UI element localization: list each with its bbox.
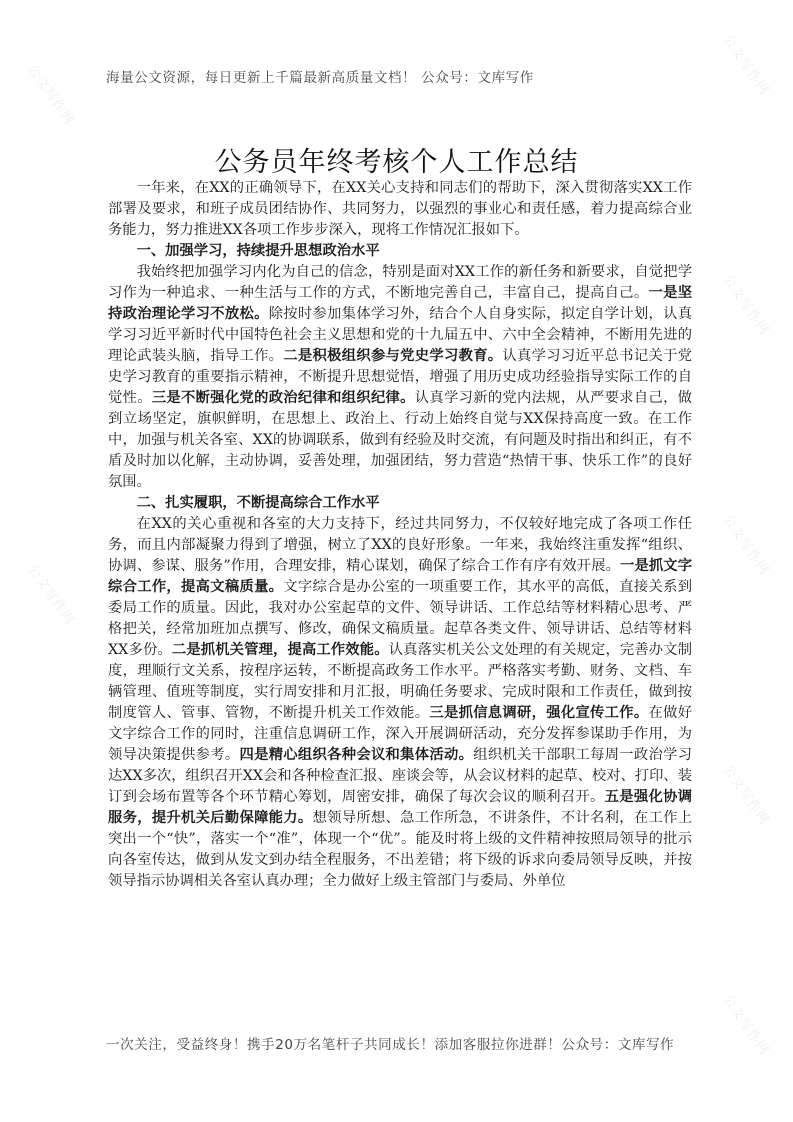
watermark-text: 公文写作网 [719,992,772,1059]
body-text-run: 认真学习新的党内法规，从严要求自己，做到立场坚定，旗帜鲜明，在思想上、政治上、行动上始终自觉与XX保持高度一致。在工作中，加强与机关各室、XX的协调联系，做到有经验及时交流，有问题及时指出和纠正，有不盾及时加以化解，主动协调，妥善处理，加强团结，努力营造“热情干事、快乐工作”的良好氛围。 [108,390,693,490]
bold-lead: 三是抓信息调研，强化宣传工作。 [429,705,649,721]
watermark-text: 公文写作网 [719,32,772,99]
section-paragraph [108,262,692,493]
header-note: 海量公文资源，每日更新上千篇最新高质量文档！ 公众号：文库写作 [106,70,534,86]
bold-lead: 五是强化协调服务，提升机关后勤保障能力。 [108,789,693,826]
body-text-run: 除按时参加集体学习外，结合个人自身实际，拟定自学计划，认真学习习近平新时代中国特色社会主义思想和党的十九届五中、六中全会精神，不断用先进的理论武装头脑，指导工作。 [108,306,692,364]
bold-lead: 二是抓机关管理，提高工作效能。 [171,642,389,658]
bold-lead: 一是抓文字综合工作，提高文稿质量。 [108,558,692,595]
body-text-run: 组织机关干部职工每周一政治学习达XX多次，组织召开XX会和各种检查汇报、座谈会等，从会议材料的起草、校对、打印、装订到会场布置等各个环节精心筹划，周密安排，确保了每次会议的顺利召开。 [108,747,693,805]
bold-lead: 三是不断强化党的政治纪律和组织纪律。 [151,390,415,406]
bold-lead: 一是坚持政治理论学习不放松。 [108,285,692,322]
body-text-run: 我始终把加强学习内化为自己的信念，特别是面对XX工作的新任务和新要求，自觉把学习作为一种追求、一种生活与工作的方式，不断地完善自己，丰富自己，提高自己。 [108,264,692,301]
bold-lead: 二是积极组织参与党史学习教育。 [283,348,503,364]
watermark-text: 公文写作网 [24,562,77,629]
watermark-text: 公文写作网 [719,512,772,579]
body-text-run: 文字综合是办公室的一项重要工作，其水平的高低，直接关系到委局工作的质量。因此，我对办公室起草的文件、领导讲话、工作总结等材料精心思考、严格把关，经常加班加点撰写、修改，确保文稿质量。起草各类文件、领导讲话、总结等材料XX多份。 [108,579,693,658]
watermark-text: 公文写作网 [719,272,772,339]
bold-lead: 四是精心组织各种会议和集体活动。 [239,747,474,763]
body-text-run: 认真学习习近平总书记关于党史学习教育的重要指示精神，不断提升思想觉悟，增强了用历史成功经验指导实际工作的自觉性。 [108,348,693,406]
section-heading: 一、加强学习，持续提升思想政治水平 [136,243,380,259]
document-title: 公务员年终考核个人工作总结 [214,147,579,178]
intro-paragraph: 一年来，在XX的正确领导下，在XX关心支持和同志们的帮助下，深入贯彻落实XX工作部署及要求，和班子成员团结协作、共同努力，以强烈的事业心和责任感，着力提高综合业务能力，努力推进XX各项工作步步深入，现将工作情况汇报如下。 [108,180,692,238]
watermark-text: 公文写作网 [719,762,772,829]
body-text-run: 认真落实机关公文处理的有关规定，完善办文制度，理顺行文关系，按程序运转，不断提高政务工作水平。严格落实考勤、财务、文档、车辆管理、值班等制度，实行周安排和月汇报，明确任务要求、完成时限和工作责任，做到按制度管人、管事、管物，不断提升机关工作效能。 [108,642,693,721]
section-heading: 二、扎实履职，不断提高综合工作水平 [136,495,380,511]
body-text-run: 想领导所想、急工作所急，不讲条件，不计名利，在工作上突出一个“快”，落实一个“准”，体现一个“优”。能及时将上级的文件精神按照局领导的批示向各室传达，做到从发文到办结全程服务，不出差错；将下级的诉求向委局领导反映，并按领导指示协调相关各室认真办理；全力做好上级主管部门与委局、外单位 [108,810,693,889]
footer-note: 一次关注，受益终身！携手20万名笔杆子共同成长！添加客服拉你进群！公众号：文库写作 [106,1037,675,1053]
document-body [108,178,692,892]
body-text-run: 在XX的关心重视和各室的大力支持下，经过共同努力，不仅较好地完成了各项工作任务，而且内部凝聚力得到了增强，树立了XX的良好形象。一年来，我始终注重发挥“组织、协调、参谋、服务”作用，合理安排，精心谋划，确保了综合工作有序有效开展。 [108,516,692,574]
body-text-run: 在做好文字综合工作的同时，注重信息调研工作，深入开展调研活动，充分发挥参谋助手作用，为领导决策提供参考。 [108,705,693,763]
section-paragraph [108,514,692,892]
watermark-text: 公文写作网 [24,62,77,129]
